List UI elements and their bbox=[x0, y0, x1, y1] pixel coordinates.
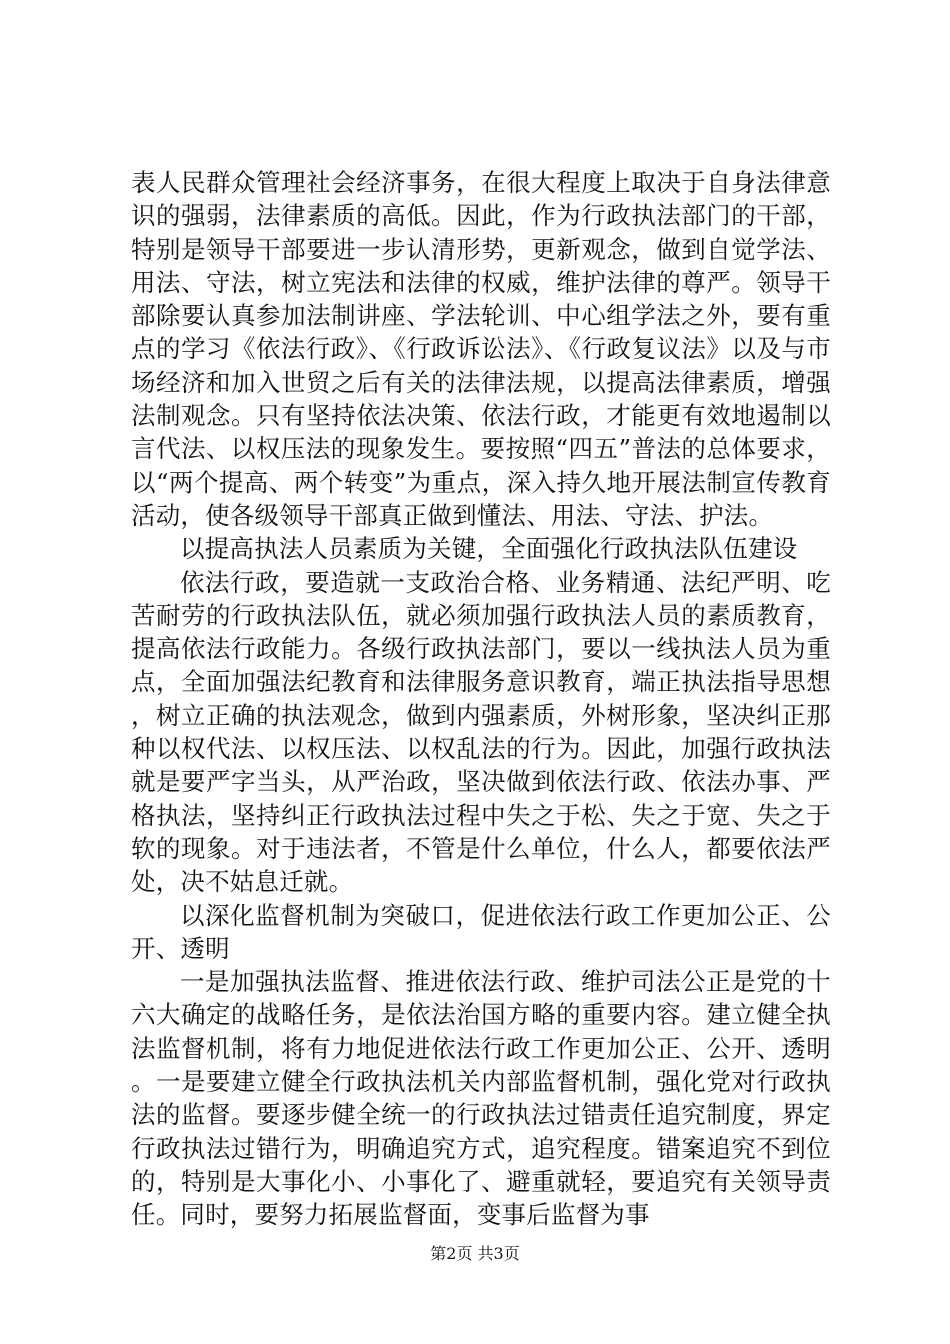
body-paragraph: 一是加强执法监督、推进依法行政、维护司法公正是党的十六大确定的战略任务，是依法治国方略的重要内容。建立健全执法监督机制，将有力地促进依法行政工作更加公正、公开、透明。一是要建立健全行政执法机关内部监督机制，强化党对行政执法的监督。要逐步健全统一的行政执法过错责任追究制度，界定行政执法过错行为，明确追究方式，追究程度。错案追究不到位的，特别是大事化小、小事化了、避重就轻，要追究有关领导责任。同时，要努力拓展监督面，变事后监督为事 bbox=[131, 967, 831, 1230]
body-paragraph: 依法行政，要造就一支政治合格、业务精通、法纪严明、吃苦耐劳的行政执法队伍，就必须加强行政执法人员的素质教育，提高依法行政能力。各级行政执法部门，要以一线执法人员为重点，全面加强法纪教育和法律服务意识教育，端正执法指导思想，树立正确的执法观念，做到内强素质，外树形象，坚决纠正那种以权代法、以权压法、以权乱法的行为。因此，加强行政执法就是要严字当头，从严治政，坚决做到依法行政、依法办事、严格执法，坚持纠正行政执法过程中失之于松、失之于宽、失之于软的现象。对于违法者，不管是什么单位，什么人，都要依法严处，决不姑息迁就。 bbox=[131, 567, 831, 897]
page-footer bbox=[0, 1244, 950, 1264]
document-body bbox=[131, 166, 831, 1232]
page-indicator: 第2页 共3页 bbox=[430, 1244, 520, 1263]
section-heading: 以深化监督机制为突破口，促进依法行政工作更加公正、公开、透明 bbox=[131, 900, 831, 963]
section-heading: 以提高执法人员素质为关键，全面强化行政执法队伍建设 bbox=[180, 534, 798, 564]
body-paragraph: 表人民群众管理社会经济事务，在很大程度上取决于自身法律意识的强弱，法律素质的高低。因此，作为行政执法部门的干部，特别是领导干部要进一步认清形势，更新观念，做到自觉学法、用法、守法，树立宪法和法律的权威，维护法律的尊严。领导干部除要认真参加法制讲座、学法轮训、中心组学法之外，要有重点的学习《依法行政》、《行政诉讼法》、《行政复议法》以及与市场经济和加入世贸之后有关的法律法规，以提高法律素质，增强法制观念。只有坚持依法决策、依法行政，才能更有效地遏制以言代法、以权压法的现象发生。要按照“四五”普法的总体要求，以“两个提高、两个转变”为重点，深入持久地开展法制宣传教育活动，使各级领导干部真正做到懂法、用法、守法、护法。 bbox=[131, 168, 831, 530]
